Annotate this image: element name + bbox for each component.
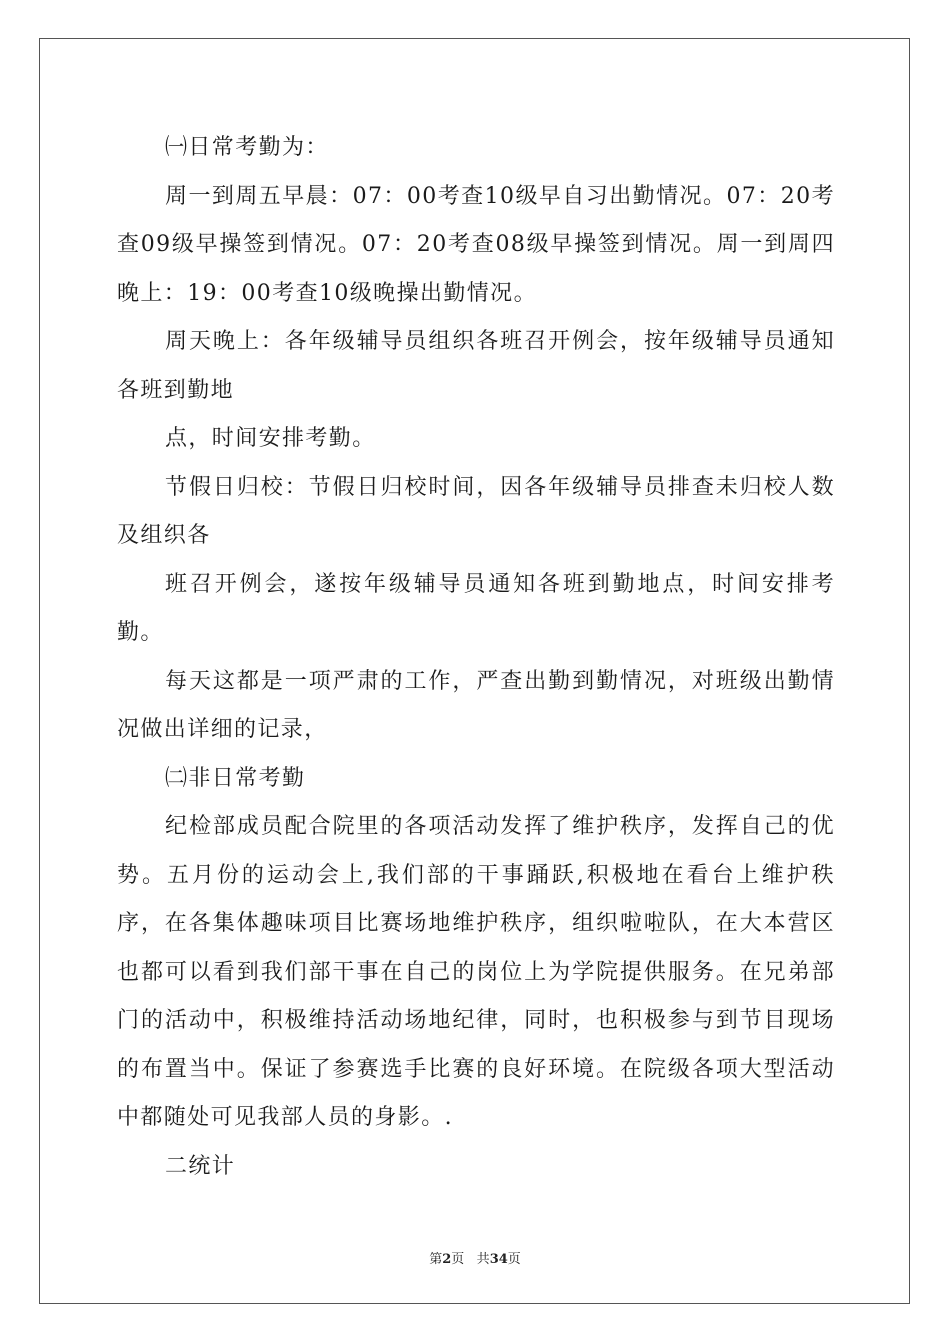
current-page-number: 2 <box>442 1252 452 1267</box>
footer-total-prefix: 共 <box>476 1252 490 1267</box>
paragraph: 周天晚上：各年级辅导员组织各班召开例会，按年级辅导员通知各班到勤地 <box>117 329 835 403</box>
footer-page-suffix: 页 <box>451 1252 465 1267</box>
paragraph: 每天这都是一项严肃的工作，严查出勤到勤情况，对班级出勤情况做出详细的记录， <box>117 668 835 742</box>
paragraph: 点，时间安排考勤。 <box>165 426 376 451</box>
paragraph: ㈡非日常考勤 <box>165 765 306 791</box>
document-body <box>117 124 835 1191</box>
total-page-count: 34 <box>489 1252 508 1267</box>
footer-prefix: 第 <box>429 1252 443 1267</box>
paragraph: 班召开例会，遂按年级辅导员通知各班到勤地点，时间安排考勤。 <box>117 571 835 645</box>
paragraph: 节假日归校：节假日归校时间，因各年级辅导员排查未归校人数及组织各 <box>117 474 835 548</box>
paragraph: 二统计 <box>165 1153 236 1179</box>
paragraph: ㈠日常考勤为： <box>165 135 329 160</box>
paragraph: 纪检部成员配合院里的各项活动发挥了维护秩序，发挥自己的优势。五月份的运动会上,我们部的干事踊跃,积极地在看台上维护秩序，在各集体趣味项目比赛场地维护秩序，组织啦啦队，在大本营区也都可以看到我们部干事在自己的岗位上为学院提供服务。在兄弟部门的活动中，积极维持活动场地纪律，同时，也积极参与到节目现场的布置当中。保证了参赛选手比赛的良好环境。在院级各项大型活动中都随处可见我部人员的身影。. <box>117 814 835 1130</box>
footer-total-suffix: 页 <box>507 1252 521 1267</box>
paragraph: 周一到周五早晨：07：00考查10级早自习出勤情况。07：20考查09级早操签到情况。07：20考查08级早操签到情况。周一到周四晚上：19：00考查10级晚操出勤情况。 <box>117 183 835 306</box>
page-footer <box>0 1248 950 1267</box>
